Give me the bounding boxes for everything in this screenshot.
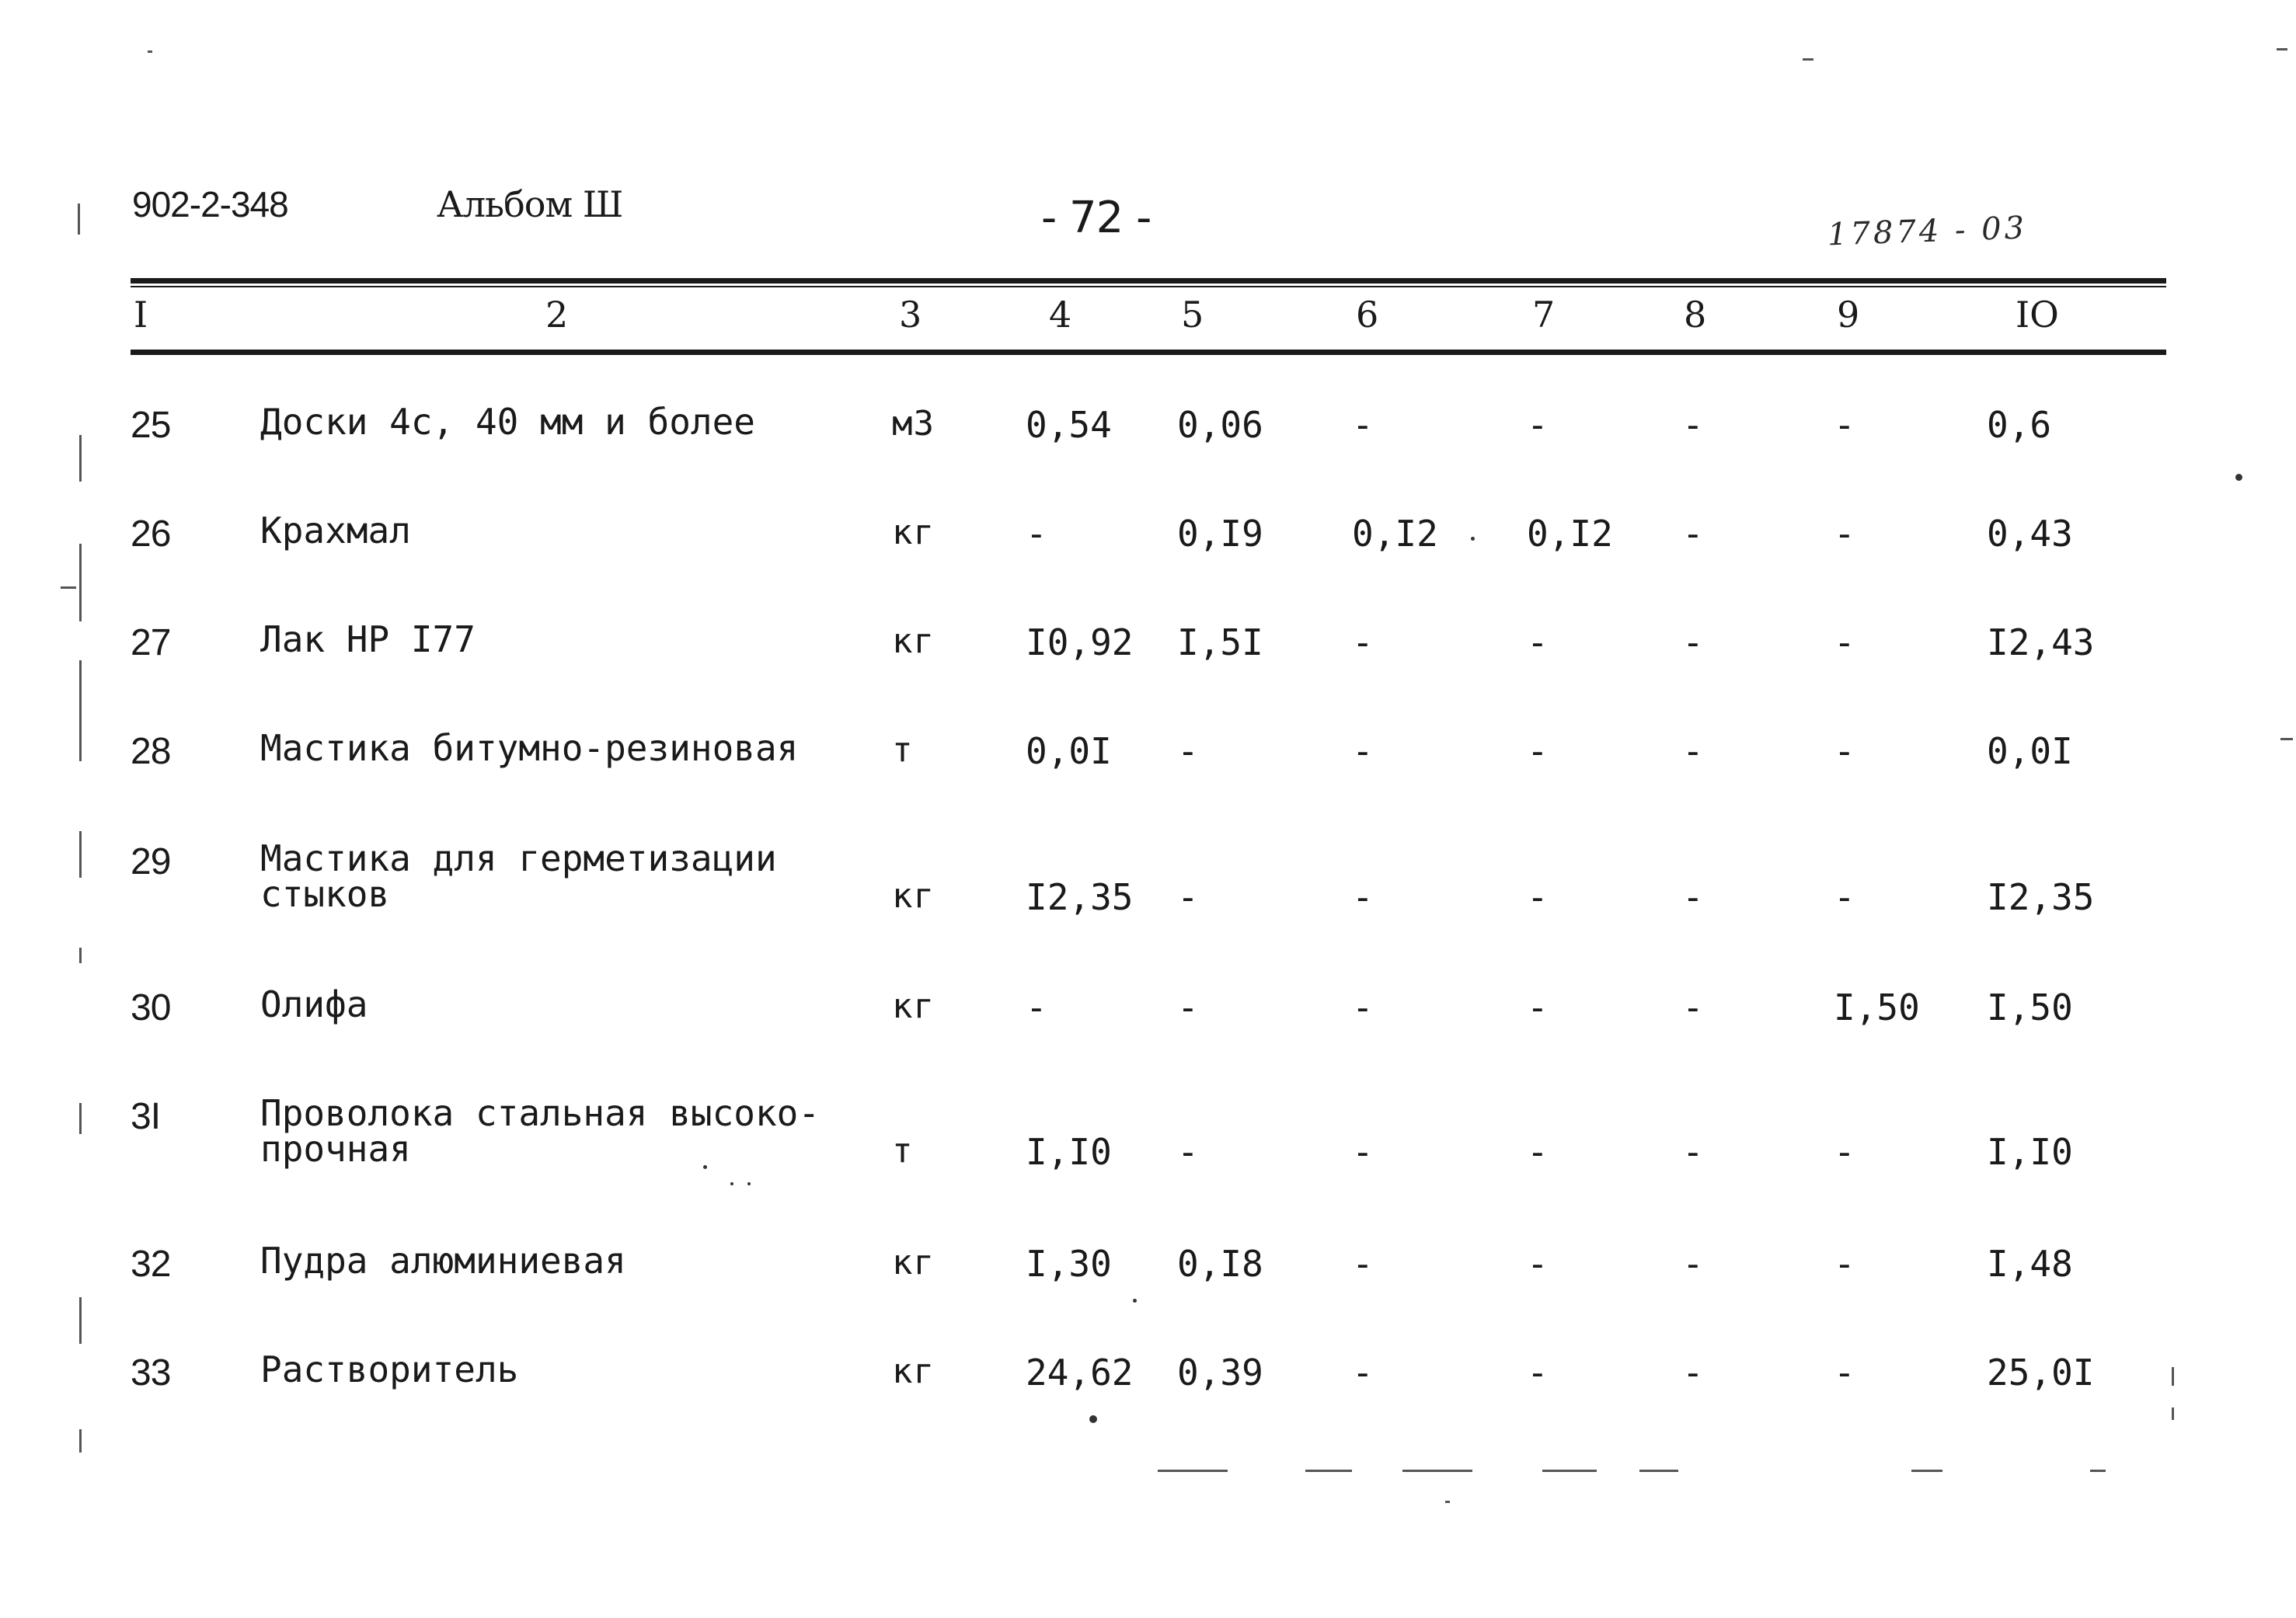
value-col-5: 0,I9: [1177, 513, 1263, 555]
page-number: - 72 -: [1041, 193, 1151, 243]
value-col-4: 0,54: [1026, 404, 1112, 446]
value-col-7: -: [1527, 1243, 1549, 1285]
table-top-rule: [131, 278, 2166, 284]
column-header: 2: [545, 294, 569, 336]
unit-of-measure: кг: [892, 986, 935, 1026]
value-col-5: -: [1177, 876, 1199, 918]
value-col-8: -: [1682, 730, 1704, 772]
value-col-7: 0,I2: [1527, 513, 1613, 555]
value-col-4: 24,62: [1026, 1352, 1134, 1394]
column-header: 4: [1049, 294, 1072, 336]
row-number: 27: [131, 622, 171, 663]
scan-dash: [2172, 1367, 2174, 1386]
scan-dash: [1803, 58, 1813, 61]
material-name: Растворитель: [260, 1348, 519, 1390]
scan-dash: [1542, 1470, 1597, 1472]
material-name: Мастика для герметизации стыков: [260, 837, 777, 915]
value-col-6: -: [1352, 1243, 1374, 1285]
material-name: Доски 4с, 40 мм и более: [260, 401, 755, 443]
value-col-10-total: I2,35: [1987, 876, 2095, 918]
table-header-rule: [131, 350, 2166, 355]
value-col-9: -: [1834, 730, 1855, 772]
value-col-8: -: [1682, 1131, 1704, 1173]
value-col-5: I,5I: [1177, 621, 1263, 663]
scan-dash: [2277, 48, 2287, 50]
scan-speck: [1471, 537, 1475, 541]
scan-dash: [1639, 1470, 1678, 1472]
row-number: 25: [131, 405, 171, 446]
value-col-6: -: [1352, 621, 1374, 663]
value-col-7: -: [1527, 621, 1549, 663]
scan-speck: [1133, 1299, 1137, 1303]
scan-dash: [1158, 1470, 1228, 1472]
scan-dash: [61, 586, 76, 589]
row-number: 33: [131, 1352, 171, 1394]
value-col-5: 0,06: [1177, 404, 1263, 446]
value-col-10-total: 0,6: [1987, 404, 2052, 446]
scan-dash: [79, 948, 82, 963]
value-col-9: -: [1834, 1243, 1855, 1285]
unit-of-measure: кг: [892, 876, 935, 916]
value-col-4: -: [1026, 986, 1047, 1028]
scan-dash: [2090, 1470, 2106, 1472]
scan-dash: [1402, 1470, 1472, 1472]
scan-speck: [730, 1182, 733, 1185]
value-col-7: -: [1527, 986, 1549, 1028]
table-top-rule-thin: [131, 286, 2166, 287]
scan-dash: [79, 435, 82, 482]
scan-dash: [79, 1429, 82, 1453]
material-name: Крахмал: [260, 510, 411, 552]
scan-dash: [79, 1103, 82, 1134]
material-name: Проволока стальная высоко- прочная: [260, 1092, 820, 1170]
value-col-6: -: [1352, 1352, 1374, 1394]
column-header: 8: [1684, 294, 1707, 336]
value-col-6: -: [1352, 986, 1374, 1028]
scan-speck: [747, 1182, 751, 1185]
value-col-5: 0,I8: [1177, 1243, 1263, 1285]
value-col-6: -: [1352, 1131, 1374, 1173]
value-col-4: I0,92: [1026, 621, 1134, 663]
unit-of-measure: т: [892, 1131, 914, 1171]
scan-dash: [79, 831, 82, 878]
unit-of-measure: кг: [892, 1352, 935, 1391]
row-number: 29: [131, 841, 171, 882]
value-col-8: -: [1682, 513, 1704, 555]
value-col-6: -: [1352, 404, 1374, 446]
row-number: 3I: [131, 1096, 161, 1137]
row-number: 28: [131, 731, 171, 772]
scan-dash: [2280, 738, 2293, 740]
scan-speck: [703, 1165, 707, 1169]
value-col-10-total: 25,0I: [1987, 1352, 2095, 1394]
scan-dash: [148, 50, 152, 53]
scan-dash: [2172, 1407, 2174, 1420]
material-name: Мастика битумно-резиновая: [260, 727, 799, 769]
unit-of-measure: кг: [892, 621, 935, 661]
value-col-8: -: [1682, 1243, 1704, 1285]
value-col-5: 0,39: [1177, 1352, 1263, 1394]
value-col-6: -: [1352, 876, 1374, 918]
row-number: 32: [131, 1244, 171, 1285]
value-col-4: I,I0: [1026, 1131, 1112, 1173]
value-col-8: -: [1682, 404, 1704, 446]
column-header: IO: [2016, 294, 2059, 336]
column-header: 5: [1181, 294, 1204, 336]
value-col-5: -: [1177, 986, 1199, 1028]
value-col-10-total: I2,43: [1987, 621, 2095, 663]
column-header: I: [134, 294, 148, 336]
value-col-5: -: [1177, 730, 1199, 772]
unit-of-measure: кг: [892, 1243, 935, 1282]
unit-of-measure: т: [892, 730, 914, 770]
unit-of-measure: м3: [892, 404, 935, 444]
column-header: 9: [1837, 294, 1860, 336]
scan-dash: [1911, 1470, 1942, 1472]
value-col-10-total: 0,0I: [1987, 730, 2073, 772]
value-col-7: -: [1527, 876, 1549, 918]
value-col-10-total: I,48: [1987, 1243, 2073, 1285]
value-col-7: -: [1527, 1352, 1549, 1394]
value-col-8: -: [1682, 621, 1704, 663]
value-col-8: -: [1682, 986, 1704, 1028]
material-name: Олифа: [260, 983, 368, 1025]
value-col-8: -: [1682, 876, 1704, 918]
value-col-6: -: [1352, 730, 1374, 772]
value-col-9: -: [1834, 1131, 1855, 1173]
value-col-4: I,30: [1026, 1243, 1112, 1285]
scan-dash: [1305, 1470, 1352, 1472]
value-col-9: -: [1834, 1352, 1855, 1394]
handwritten-stamp: 17874 - 03: [1827, 210, 2028, 253]
row-number: 26: [131, 513, 171, 555]
scan-speck: [1089, 1415, 1097, 1423]
row-number: 30: [131, 987, 171, 1028]
value-col-4: -: [1026, 513, 1047, 555]
scan-dash: [79, 1297, 82, 1344]
material-name: Лак НР I77: [260, 618, 476, 660]
value-col-10-total: I,I0: [1987, 1131, 2073, 1173]
value-col-7: -: [1527, 730, 1549, 772]
value-col-10-total: I,50: [1987, 986, 2073, 1028]
value-col-9: -: [1834, 513, 1855, 555]
value-col-7: -: [1527, 1131, 1549, 1173]
scan-speck: [2235, 474, 2242, 481]
value-col-9: -: [1834, 876, 1855, 918]
column-header: 3: [899, 294, 922, 336]
scan-dash: [78, 204, 80, 235]
column-header: 7: [1532, 294, 1556, 336]
value-col-4: I2,35: [1026, 876, 1134, 918]
scan-dash: [1445, 1501, 1450, 1503]
scan-dash: [79, 660, 82, 761]
scan-dash: [79, 544, 82, 621]
value-col-8: -: [1682, 1352, 1704, 1394]
value-col-9: -: [1834, 621, 1855, 663]
document-code: 902-2-348: [132, 184, 288, 224]
value-col-6: 0,I2: [1352, 513, 1438, 555]
value-col-9: I,50: [1834, 986, 1920, 1028]
value-col-10-total: 0,43: [1987, 513, 2073, 555]
value-col-4: 0,0I: [1026, 730, 1112, 772]
value-col-7: -: [1527, 404, 1549, 446]
material-name: Пудра алюминиевая: [260, 1240, 626, 1282]
unit-of-measure: кг: [892, 513, 935, 552]
value-col-5: -: [1177, 1131, 1199, 1173]
album-label: Альбом Ш: [437, 183, 623, 225]
column-header: 6: [1356, 294, 1379, 336]
value-col-9: -: [1834, 404, 1855, 446]
